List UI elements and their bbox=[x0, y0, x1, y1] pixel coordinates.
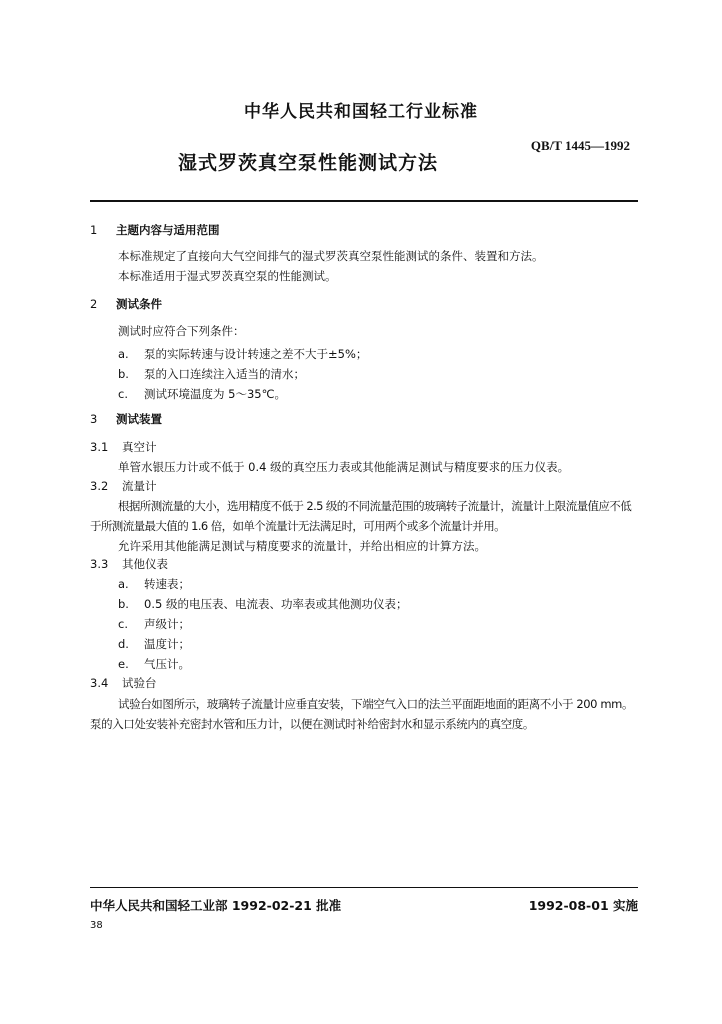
section-2-heading bbox=[90, 296, 162, 312]
section-number: 2 bbox=[90, 297, 98, 311]
list-item bbox=[118, 596, 407, 612]
list-text: 声级计； bbox=[144, 617, 190, 631]
paragraph: 单管水银压力计或不低于 0.4 级的真空压力表或其他能满足测试与精度要求的压力仪表。 bbox=[118, 460, 570, 474]
list-item bbox=[118, 616, 190, 632]
paragraph: 测试时应符合下列条件： bbox=[118, 324, 245, 338]
list-item bbox=[118, 656, 190, 672]
subsection-3-4-heading bbox=[90, 675, 157, 691]
footer-rule bbox=[90, 887, 638, 888]
paragraph: 根据所测流量的大小，选用精度不低于 2.5 级的不同流量范围的玻璃转子流量计，流量计上限流量值应不低于所测流量最大值的 1.6 倍，如单个流量计无法满足时，可用两个或多个流量计并用。 bbox=[90, 499, 632, 533]
list-item bbox=[118, 346, 367, 362]
page-number: 38 bbox=[90, 920, 103, 931]
standard-code: QB/T 1445—1992 bbox=[530, 138, 630, 153]
list-marker: a. bbox=[118, 577, 129, 591]
subsection-3-1-heading bbox=[90, 439, 157, 455]
list-text: 气压计。 bbox=[144, 657, 190, 671]
section-1-heading bbox=[90, 222, 220, 238]
subsection-number: 3.3 bbox=[90, 557, 109, 571]
subsection-title: 试验台 bbox=[122, 676, 157, 690]
list-marker: c. bbox=[118, 387, 128, 401]
section-number: 3 bbox=[90, 412, 98, 426]
header-rule bbox=[90, 200, 638, 202]
section-title: 测试装置 bbox=[116, 412, 162, 426]
subsection-title: 其他仪表 bbox=[122, 557, 168, 571]
subsection-number: 3.1 bbox=[90, 440, 109, 454]
implementation-date: 1992-08-01 实施 bbox=[528, 898, 638, 913]
subsection-number: 3.2 bbox=[90, 479, 109, 493]
document-title: 湿式罗茨真空泵性能测试方法 bbox=[177, 152, 438, 174]
list-marker: e. bbox=[118, 657, 129, 671]
section-title: 主题内容与适用范围 bbox=[116, 223, 220, 237]
list-item bbox=[118, 636, 190, 652]
list-text: 泵的入口连续注入适当的清水； bbox=[144, 367, 305, 381]
list-text: 0.5 级的电压表、电流表、功率表或其他测功仪表； bbox=[144, 597, 408, 611]
subsection-number: 3.4 bbox=[90, 676, 109, 690]
list-marker: c. bbox=[118, 617, 128, 631]
list-text: 测试环境温度为 5～35℃。 bbox=[144, 387, 287, 401]
list-item bbox=[118, 366, 305, 382]
list-text: 泵的实际转速与设计转速之差不大于±5%； bbox=[144, 347, 368, 361]
list-marker: d. bbox=[118, 637, 129, 651]
list-item bbox=[118, 576, 190, 592]
list-text: 转速表； bbox=[144, 577, 190, 591]
subsection-title: 流量计 bbox=[122, 479, 157, 493]
paragraph: 本标准规定了直接向大气空间排气的湿式罗茨真空泵性能测试的条件、装置和方法。 bbox=[118, 249, 544, 263]
subsection-3-3-heading bbox=[90, 556, 168, 572]
subsection-3-2-heading bbox=[90, 478, 157, 494]
paragraph: 本标准适用于湿式罗茨真空泵的性能测试。 bbox=[118, 269, 337, 283]
subsection-title: 真空计 bbox=[122, 440, 157, 454]
list-marker: b. bbox=[118, 597, 129, 611]
list-item bbox=[118, 386, 286, 402]
list-marker: b. bbox=[118, 367, 129, 381]
section-title: 测试条件 bbox=[116, 297, 162, 311]
list-marker: a. bbox=[118, 347, 129, 361]
paragraph: 试验台如图所示，玻璃转子流量计应垂直安装，下端空气入口的法兰平面距地面的距离不小于 200 mm。泵的入口处安装补充密封水管和压力计，以便在测试时补给密封水和显示系统内的真空度。 bbox=[90, 697, 634, 731]
standard-organization: 中华人民共和国轻工行业标准 bbox=[244, 102, 478, 122]
approval-date: 中华人民共和国轻工业部 1992-02-21 批准 bbox=[90, 898, 342, 913]
section-3-heading bbox=[90, 411, 162, 427]
section-number: 1 bbox=[90, 223, 98, 237]
paragraph: 允许采用其他能满足测试与精度要求的流量计，并给出相应的计算方法。 bbox=[118, 539, 486, 553]
list-text: 温度计； bbox=[144, 637, 190, 651]
